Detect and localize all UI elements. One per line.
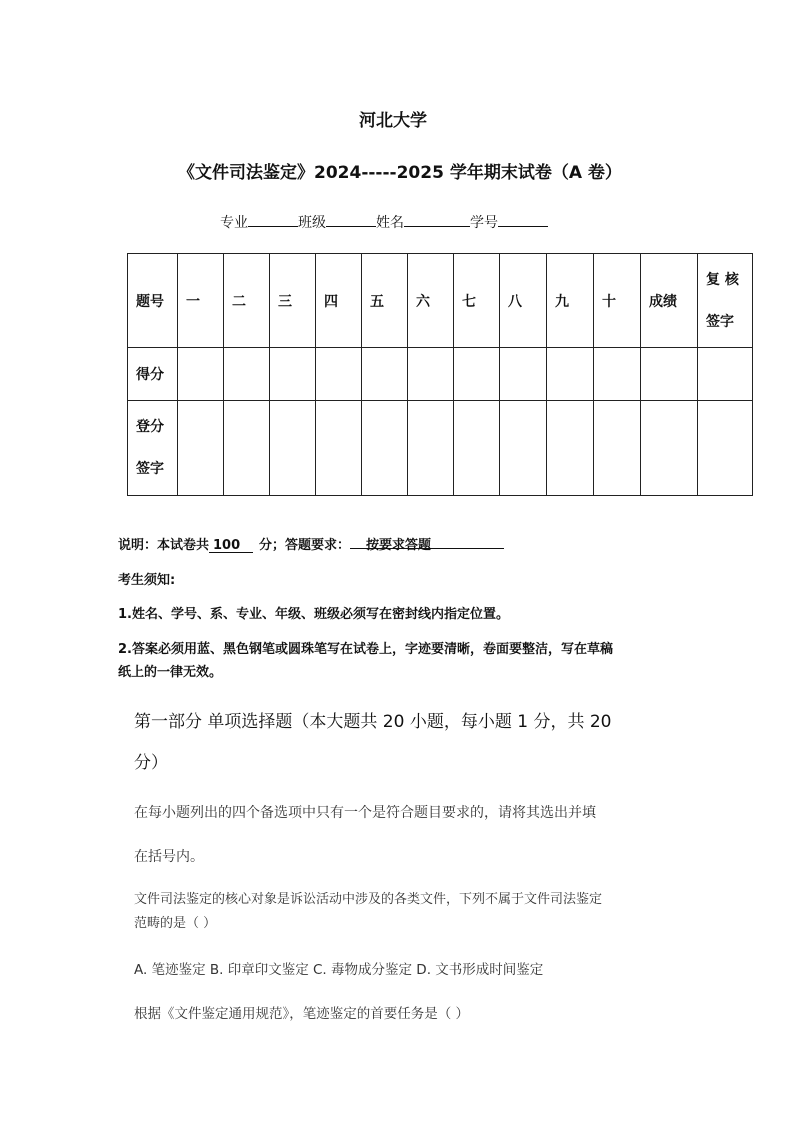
table-row: [128, 348, 753, 401]
cell: 题号: [128, 254, 178, 348]
cell: 五: [362, 254, 408, 348]
notice-2: 2.答案必须用蓝、黑色钢笔或圆珠笔写在试卷上，字迹要清晰，卷面要整洁，写在草稿: [118, 642, 613, 657]
question-1-stem-cont: 范畴的是（ ）: [134, 916, 217, 931]
requirement: 按要求答题: [350, 534, 504, 549]
blank[interactable]: [248, 212, 298, 227]
cell: 四: [316, 254, 362, 348]
notice-title: 考生须知:: [118, 573, 176, 588]
field-label: 班级: [298, 215, 326, 231]
field-label: 专业: [220, 215, 248, 231]
cell: 七: [454, 254, 500, 348]
table-row: [128, 254, 753, 348]
cell: 二: [224, 254, 270, 348]
section-desc-cont: 在括号内。: [134, 849, 204, 865]
section-title: 第一部分 单项选择题（本大题共 20 小题，每小题 1 分，共 20: [134, 712, 612, 732]
field-label: 姓名: [376, 215, 404, 231]
section-desc: 在每小题列出的四个备选项中只有一个是符合题目要求的，请将其选出并填: [134, 805, 596, 821]
question-1-options: A. 笔迹鉴定 B. 印章印文鉴定 C. 毒物成分鉴定 D. 文书形成时间鉴定: [134, 962, 544, 978]
text: 分；答题要求：: [259, 538, 351, 553]
cell: 成绩: [641, 254, 698, 348]
instructions-line: [118, 534, 504, 553]
info-fields: [220, 212, 548, 232]
cell: 三: [270, 254, 316, 348]
cell: 九: [547, 254, 594, 348]
text: 说明：本试卷共: [118, 538, 210, 553]
university-name: 河北大学: [359, 111, 427, 131]
score-table: [127, 253, 753, 496]
section-title-cont: 分）: [134, 753, 168, 773]
cell: 十: [594, 254, 641, 348]
cell: 八: [500, 254, 547, 348]
cell: 一: [178, 254, 224, 348]
blank[interactable]: [498, 212, 548, 227]
field-label: 学号: [470, 215, 498, 231]
cell: 得分: [128, 348, 178, 401]
question-2-stem: 根据《文件鉴定通用规范》，笔迹鉴定的首要任务是（ ）: [134, 1006, 470, 1022]
exam-title: 《文件司法鉴定》2024-----2025 学年期末试卷（A 卷）: [178, 163, 622, 183]
blank[interactable]: [404, 212, 470, 227]
blank[interactable]: [326, 212, 376, 227]
question-1-stem: 文件司法鉴定的核心对象是诉讼活动中涉及的各类文件，下列不属于文件司法鉴定: [134, 892, 603, 907]
cell: 六: [408, 254, 454, 348]
total-score: 100: [209, 538, 253, 553]
notice-2-cont: 纸上的一律无效。: [118, 665, 223, 680]
notice-1: 1.姓名、学号、系、专业、年级、班级必须写在密封线内指定位置。: [118, 607, 509, 622]
cell: 登分 签字: [128, 401, 178, 496]
cell: 复 核 签字: [698, 254, 753, 348]
table-row: [128, 401, 753, 496]
